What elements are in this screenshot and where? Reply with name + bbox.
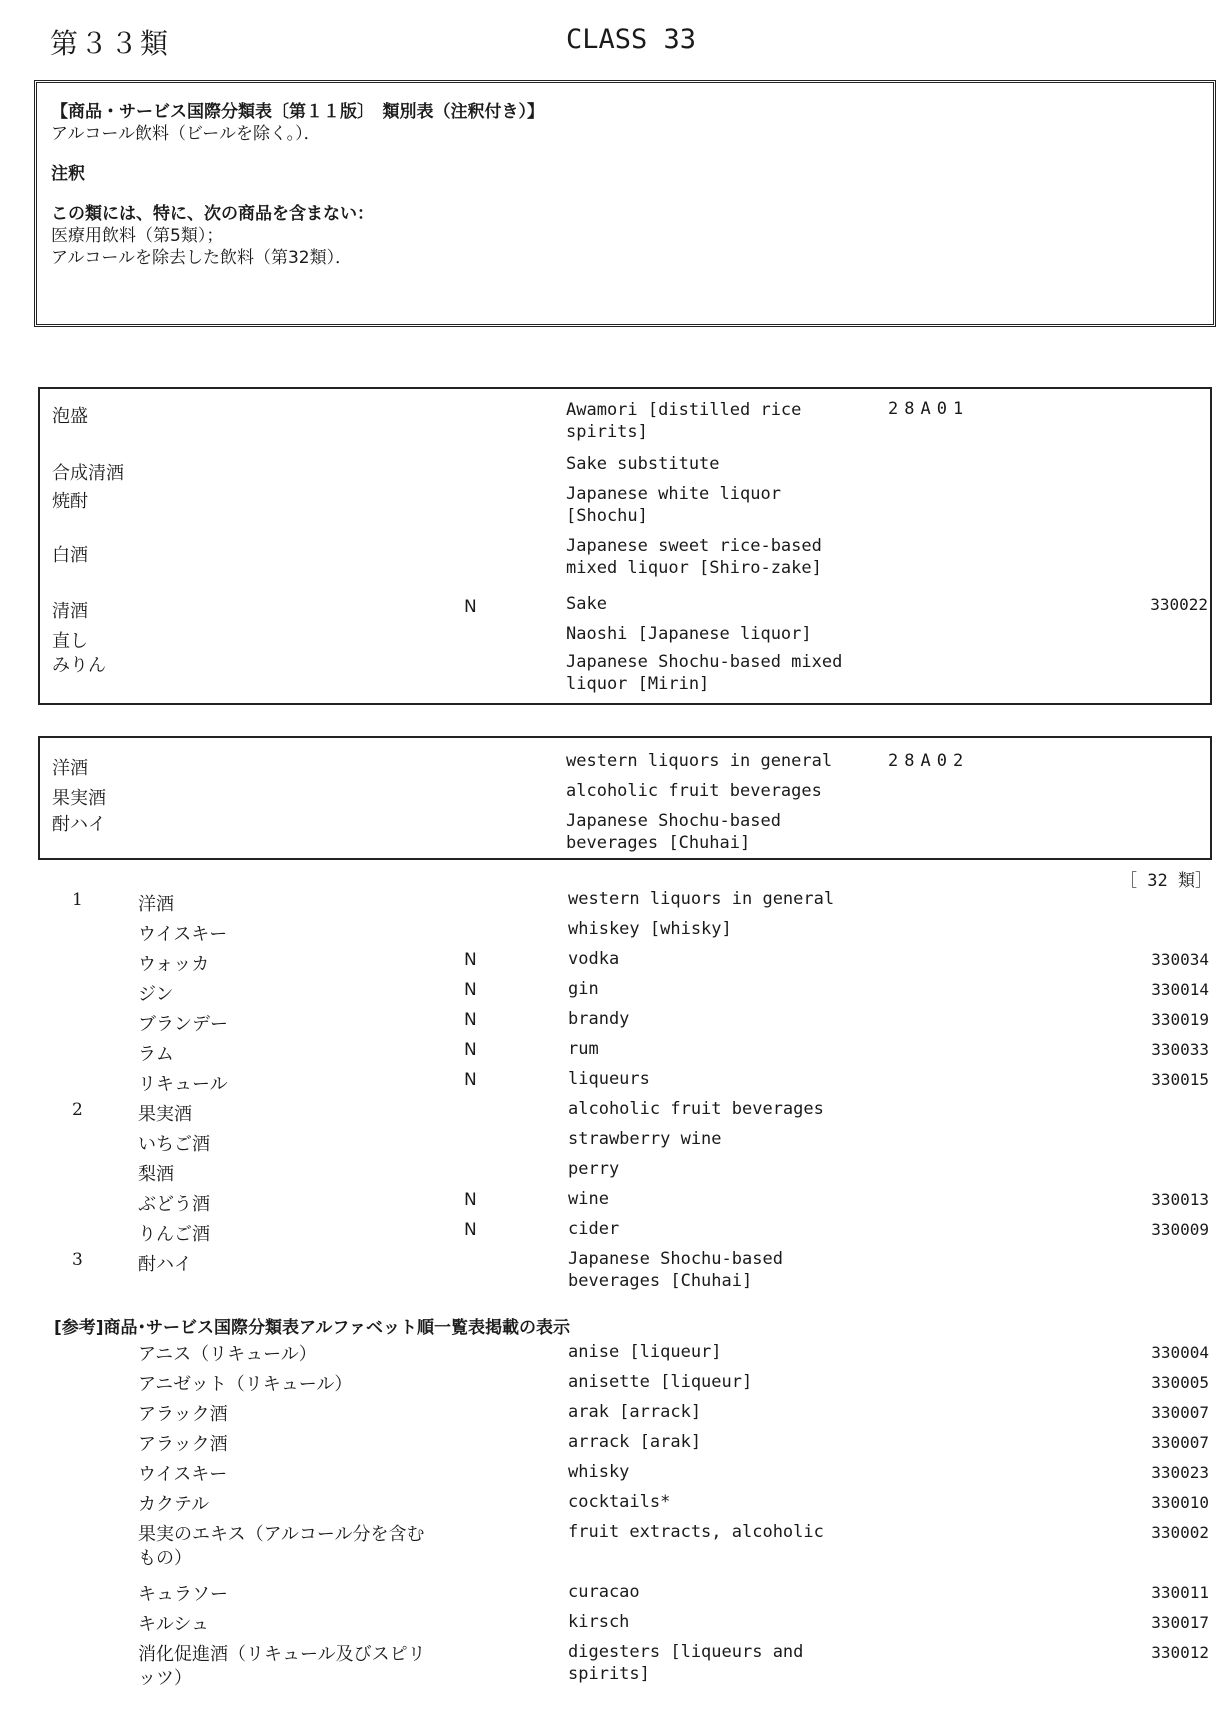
class-notes-box — [34, 80, 1216, 327]
group-28A02 — [38, 736, 1212, 860]
list-item-en: liqueurs — [568, 1069, 650, 1089]
list-item-en: whiskey [whisky] — [568, 919, 732, 939]
reference-item-jp: ウイスキー — [138, 1464, 228, 1485]
reference-item-en: curacao — [568, 1582, 640, 1602]
group-code: 28A01 — [888, 399, 970, 419]
list-item-en: wine — [568, 1189, 609, 1209]
group2-en: western liquors in general — [566, 751, 833, 771]
list-n-mark: N — [464, 980, 477, 1000]
group1-en: Awamori [distilled rice spirits] — [566, 400, 802, 442]
exclude-intro: この類には、特に、次の商品を含まない： — [51, 204, 374, 224]
list-n-mark: N — [464, 1040, 477, 1060]
list-item-en: alcoholic fruit beverages — [568, 1099, 824, 1119]
list-item-en: cider — [568, 1219, 620, 1239]
reference-item-number: 330023 — [1151, 1463, 1209, 1482]
list-n-mark: N — [464, 1010, 477, 1030]
reference-item-number: 330011 — [1151, 1583, 1209, 1602]
list-item-jp: 果実酒 — [138, 1104, 192, 1125]
reference-item-jp: 果実のエキス（アルコール分を含むもの） — [138, 1524, 425, 1569]
class-title-en: CLASS 33 — [566, 24, 697, 55]
notes-label: 注釈 — [51, 164, 85, 184]
group1-jp: 直し — [52, 631, 88, 652]
reference-item-en: digesters [liqueurs and spirits] — [568, 1642, 804, 1684]
reference-heading: [参考]商品･サービス国際分類表アルファベット順一覧表掲載の表示 — [54, 1318, 571, 1338]
group-code: 28A02 — [888, 751, 970, 771]
reference-item-jp: カクテル — [138, 1494, 210, 1515]
group-28A01 — [38, 387, 1212, 705]
reference-item-jp: キュラソー — [138, 1584, 228, 1605]
reference-item-number: 330010 — [1151, 1493, 1209, 1512]
list-item-jp: ジン — [138, 984, 174, 1005]
group1-jp: 焼酎 — [52, 491, 88, 512]
reference-item-number: 330007 — [1151, 1403, 1209, 1422]
reference-item-en: arrack [arak] — [568, 1432, 702, 1452]
reference-item-en: whisky — [568, 1462, 630, 1482]
reference-item-number: 330017 — [1151, 1613, 1209, 1632]
list-item-number: 330019 — [1151, 1010, 1209, 1029]
list-n-mark: N — [464, 1220, 477, 1240]
list-item-jp: りんご酒 — [138, 1224, 210, 1245]
exclude-item: 医療用飲料（第5類）； — [51, 226, 224, 246]
notes-heading: 【商品・サービス国際分類表〔第１１版〕 類別表（注釈付き）】 — [51, 102, 544, 122]
list-index: 1 — [72, 890, 83, 910]
reference-item-jp: アラック酒 — [138, 1404, 228, 1425]
group2-jp: 酎ハイ — [52, 814, 106, 835]
list-index: 2 — [72, 1100, 83, 1120]
list-index: 3 — [72, 1250, 83, 1270]
reference-item-en: anisette [liqueur] — [568, 1372, 753, 1392]
list-item-en: perry — [568, 1159, 620, 1179]
list-item-en: rum — [568, 1039, 599, 1059]
list-item-en: vodka — [568, 949, 620, 969]
group1-jp: 泡盛 — [52, 406, 88, 427]
group1-en: Sake substitute — [566, 454, 720, 474]
list-item-en: Japanese Shochu-based beverages [Chuhai] — [568, 1249, 783, 1291]
group1-en: Japanese sweet rice-based mixed liquor [Shiro-zake] — [566, 536, 822, 578]
list-item-number: 330034 — [1151, 950, 1209, 969]
reference-item-jp: アニゼット（リキュール） — [138, 1374, 353, 1395]
group1-n-mark: N — [464, 597, 477, 617]
list-item-en: brandy — [568, 1009, 630, 1029]
reference-item-number: 330002 — [1151, 1523, 1209, 1542]
group1-en: Naoshi [Japanese liquor] — [566, 624, 812, 644]
list-item-number: 330009 — [1151, 1220, 1209, 1239]
list-item-jp: 酎ハイ — [138, 1254, 192, 1275]
reference-item-jp: アニス（リキュール） — [138, 1344, 317, 1365]
reference-item-en: fruit extracts, alcoholic — [568, 1522, 824, 1542]
group1-jp: 清酒 — [52, 601, 88, 622]
reference-item-en: cocktails* — [568, 1492, 671, 1512]
reference-item-number: 330012 — [1151, 1643, 1209, 1662]
list-item-jp: ブランデー — [138, 1014, 228, 1035]
list-item-en: gin — [568, 979, 599, 999]
list-item-jp: ウォッカ — [138, 954, 210, 975]
reference-item-number: 330004 — [1151, 1343, 1209, 1362]
group1-en: Sake — [566, 594, 607, 614]
list-item-number: 330014 — [1151, 980, 1209, 999]
group1-jp: 白酒 — [52, 545, 88, 566]
list-item-en: strawberry wine — [568, 1129, 722, 1149]
group1-number: 330022 — [1150, 595, 1208, 614]
list-item-number: 330033 — [1151, 1040, 1209, 1059]
list-n-mark: N — [464, 950, 477, 970]
list-n-mark: N — [464, 1070, 477, 1090]
group2-jp: 果実酒 — [52, 788, 106, 809]
group1-jp: みりん — [52, 655, 106, 676]
notes-subtitle: アルコール飲料（ビールを除く。）． — [51, 124, 321, 144]
reference-item-number: 330005 — [1151, 1373, 1209, 1392]
list-n-mark: N — [464, 1190, 477, 1210]
group1-en: Japanese Shochu-based mixed liquor [Mirin] — [566, 652, 843, 694]
reference-item-number: 330007 — [1151, 1433, 1209, 1452]
list-item-jp: ぶどう酒 — [138, 1194, 210, 1215]
reference-item-en: kirsch — [568, 1612, 630, 1632]
see-also-class: ［ 32 類］ — [1120, 871, 1212, 891]
reference-item-en: anise [liqueur] — [568, 1342, 722, 1362]
reference-item-en: arak [arrack] — [568, 1402, 702, 1422]
class-title-jp: 第３３類 — [50, 27, 171, 60]
group2-en: alcoholic fruit beverages — [566, 781, 822, 801]
list-item-jp: 梨酒 — [138, 1164, 174, 1185]
group2-en: Japanese Shochu-based beverages [Chuhai] — [566, 811, 781, 853]
reference-item-jp: アラック酒 — [138, 1434, 228, 1455]
list-item-en: western liquors in general — [568, 889, 835, 909]
list-item-jp: ラム — [138, 1044, 174, 1065]
reference-item-jp: 消化促進酒（リキュール及びスピリッツ） — [138, 1644, 426, 1689]
list-item-jp: 洋酒 — [138, 894, 174, 915]
group2-jp: 洋酒 — [52, 758, 88, 779]
list-item-jp: ウイスキー — [138, 924, 228, 945]
group1-jp: 合成清酒 — [52, 463, 124, 484]
list-item-jp: リキュール — [138, 1074, 228, 1095]
group1-en: Japanese white liquor [Shochu] — [566, 484, 781, 526]
exclude-item: アルコールを除去した飲料（第32類）． — [51, 248, 353, 268]
reference-item-jp: キルシュ — [138, 1614, 210, 1635]
list-item-jp: いちご酒 — [138, 1134, 210, 1155]
list-item-number: 330013 — [1151, 1190, 1209, 1209]
list-item-number: 330015 — [1151, 1070, 1209, 1089]
